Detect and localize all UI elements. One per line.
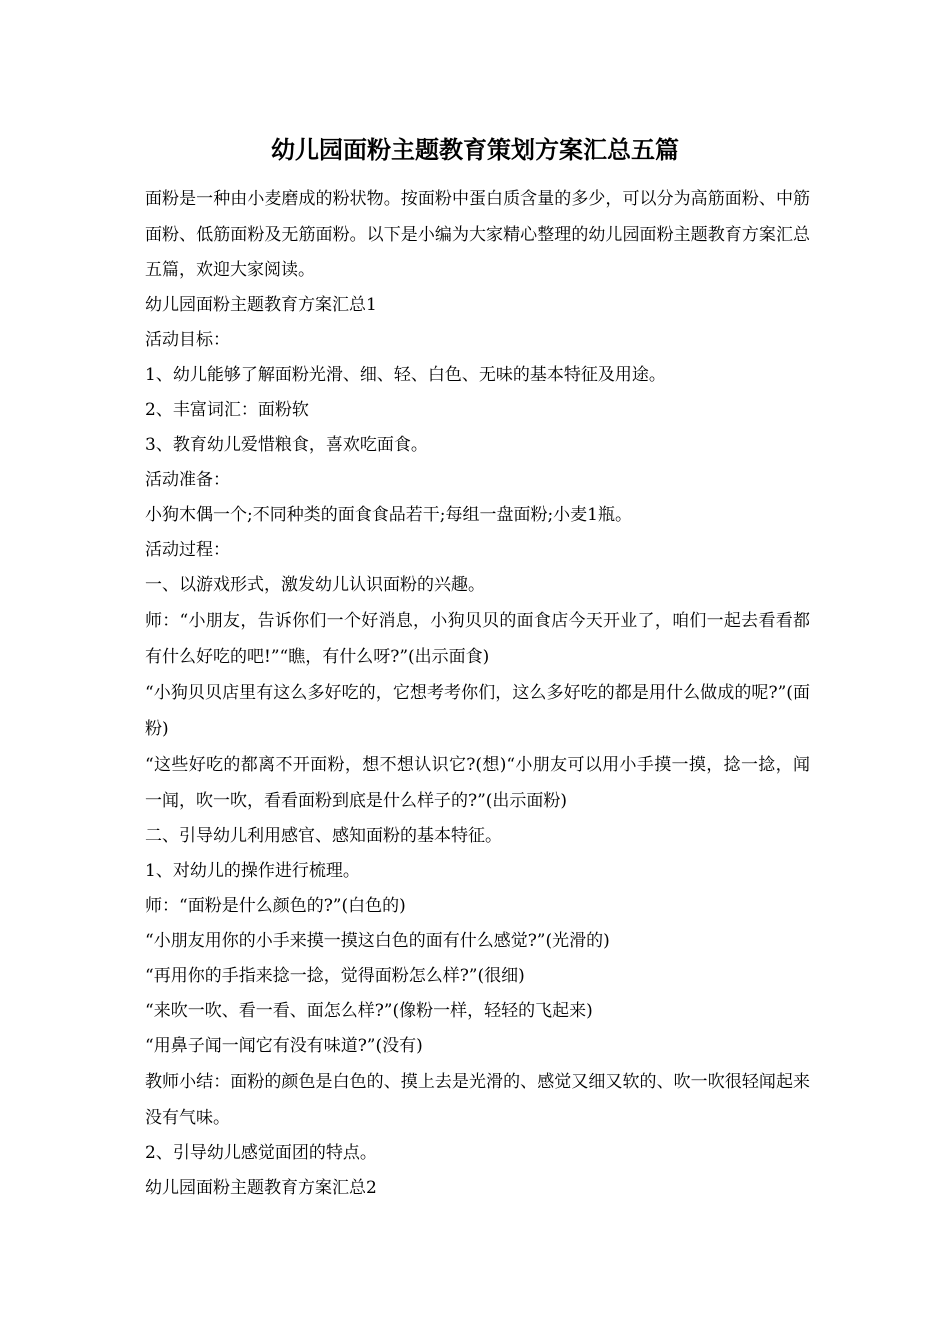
intro-paragraph: 面粉是一种由小麦磨成的粉状物。按面粉中蛋白质含量的多少，可以分为高筋面粉、中筋面粉、低筋面粉及无筋面粉。以下是小编为大家精心整理的幼儿园面粉主题教育方案汇总五篇，欢迎大家阅读。: [145, 189, 810, 280]
process-step-2: 二、引导幼儿利用感官、感知面粉的基本特征。: [145, 826, 502, 846]
substep-1: 1、对幼儿的操作进行梳理。: [145, 861, 360, 881]
activity-process-heading: 活动过程：: [145, 540, 230, 560]
activity-prep-text: 小狗木偶一个;不同种类的面食食品若干;每组一盘面粉;小麦1瓶。: [145, 505, 632, 525]
dialogue-paragraph-2: “小狗贝贝店里有这么多好吃的，它想考考你们，这么多好吃的都是用什么做成的呢?”(面粉): [145, 683, 810, 739]
dialogue-paragraph-1: 师：“小朋友，告诉你们一个好消息，小狗贝贝的面食店今天开业了，咱们一起去看看都有什么好吃的吧!”“瞧，有什么呀?”(出示面食): [145, 611, 810, 667]
dialogue-line-touch: “小朋友用你的小手来摸一摸这白色的面有什么感觉?”(光滑的): [145, 931, 610, 951]
dialogue-line-blow: “来吹一吹、看一看、面怎么样?”(像粉一样，轻轻的飞起来): [145, 1001, 593, 1021]
document-title: 幼儿园面粉主题教育策划方案汇总五篇: [271, 135, 679, 164]
goal-item-1: 1、幼儿能够了解面粉光滑、细、轻、白色、无味的基本特征及用途。: [145, 365, 666, 385]
teacher-summary: 教师小结：面粉的颜色是白色的、摸上去是光滑的、感觉又细又软的、吹一吹很轻闻起来没有气味。: [145, 1072, 810, 1128]
dialogue-line-smell: “用鼻子闻一闻它有没有味道?”(没有): [145, 1036, 423, 1056]
document-body: [145, 182, 810, 1206]
section-heading-2: 幼儿园面粉主题教育方案汇总2: [145, 1178, 377, 1198]
dialogue-line-color: 师：“面粉是什么颜色的?”(白色的): [145, 896, 406, 916]
activity-goals-heading: 活动目标：: [145, 330, 230, 350]
goal-item-2: 2、丰富词汇：面粉软: [145, 400, 309, 420]
process-step-1: 一、以游戏形式，激发幼儿认识面粉的兴趣。: [145, 575, 485, 595]
section-heading-1: 幼儿园面粉主题教育方案汇总1: [145, 295, 377, 315]
activity-prep-heading: 活动准备：: [145, 470, 230, 490]
dialogue-line-pinch: “再用你的手指来捻一捻，觉得面粉怎么样?”(很细): [145, 966, 525, 986]
goal-item-3: 3、教育幼儿爱惜粮食，喜欢吃面食。: [145, 435, 428, 455]
dialogue-paragraph-3: “这些好吃的都离不开面粉，想不想认识它?(想)“小朋友可以用小手摸一摸，捻一捻，闻一闻，吹一吹，看看面粉到底是什么样子的?”(出示面粉): [145, 755, 810, 811]
substep-2: 2、引导幼儿感觉面团的特点。: [145, 1143, 377, 1163]
